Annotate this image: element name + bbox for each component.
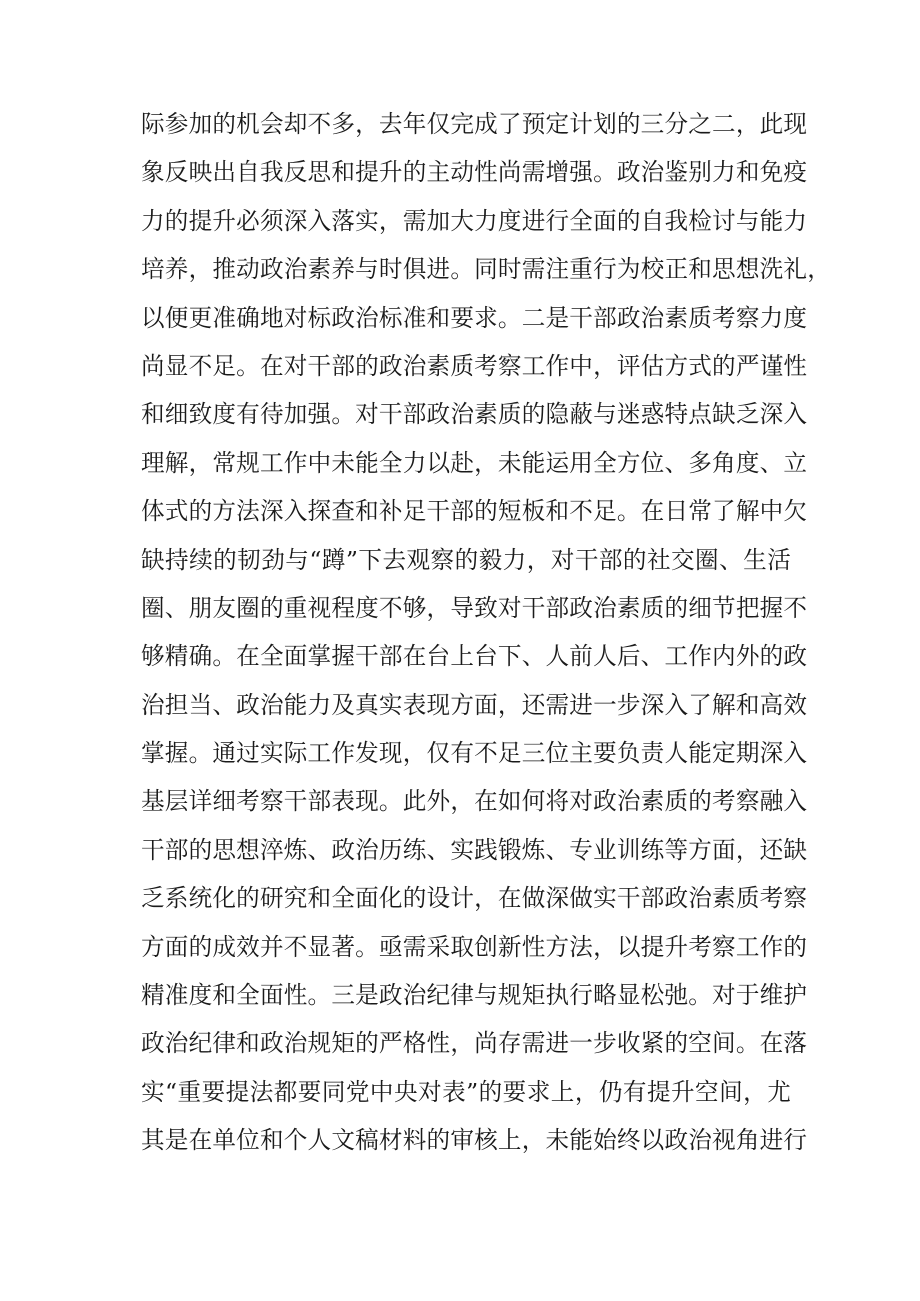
text-line: 培养，推动政治素养与时俱进。同时需注重行为校正和思想洗礼， [141,255,832,284]
text-line: 干部的思想淬炼、政治历练、实践锻炼、专业训练等方面，还缺 [141,835,808,864]
text-line: 理解，常规工作中未能全力以赴，未能运用全方位、多角度、立 [141,448,808,477]
text-line: 圈、朋友圈的重视程度不够，导致对干部政治素质的细节把握不 [141,593,808,622]
text-line: 其是在单位和个人文稿材料的审核上，未能始终以政治视角进行 [141,1126,808,1155]
text-line: 际参加的机会却不多，去年仅完成了预定计划的三分之二，此现 [141,110,808,138]
text-line: 体式的方法深入探查和补足干部的短板和不足。在日常了解中欠 [141,497,808,526]
body-text [141,100,832,1165]
text-line: 象反映出自我反思和提升的主动性尚需增强。政治鉴别力和免疫 [141,158,808,187]
text-line: 政治纪律和政治规矩的严格性，尚存需进一步收紧的空间。在落 [141,1029,808,1058]
text-line: 缺持续的韧劲与“蹲”下去观察的毅力，对干部的社交圈、生活 [141,545,791,574]
text-line: 力的提升必须深入落实，需加大力度进行全面的自我检讨与能力 [141,206,808,235]
text-line: 基层详细考察干部表现。此外，在如何将对政治素质的考察融入 [141,787,808,816]
text-line: 以便更准确地对标政治标准和要求。二是干部政治素质考察力度 [141,303,808,332]
text-line: 够精确。在全面掌握干部在台上台下、人前人后、工作内外的政 [141,642,808,671]
text-line: 掌握。通过实际工作发现，仅有不足三位主要负责人能定期深入 [141,739,808,768]
text-line: 乏系统化的研究和全面化的设计，在做深做实干部政治素质考察 [141,884,808,913]
text-line: 实“重要提法都要同党中央对表”的要求上，仍有提升空间，尤 [141,1077,791,1106]
text-line: 方面的成效并不显著。亟需采取创新性方法，以提升考察工作的 [141,932,808,961]
text-line: 治担当、政治能力及真实表现方面，还需进一步深入了解和高效 [141,690,808,719]
text-line: 精准度和全面性。三是政治纪律与规矩执行略显松弛。对于维护 [141,981,808,1010]
text-line: 和细致度有待加强。对干部政治素质的隐蔽与迷惑特点缺乏深入 [141,400,808,429]
text-line: 尚显不足。在对干部的政治素质考察工作中，评估方式的严谨性 [141,351,808,380]
